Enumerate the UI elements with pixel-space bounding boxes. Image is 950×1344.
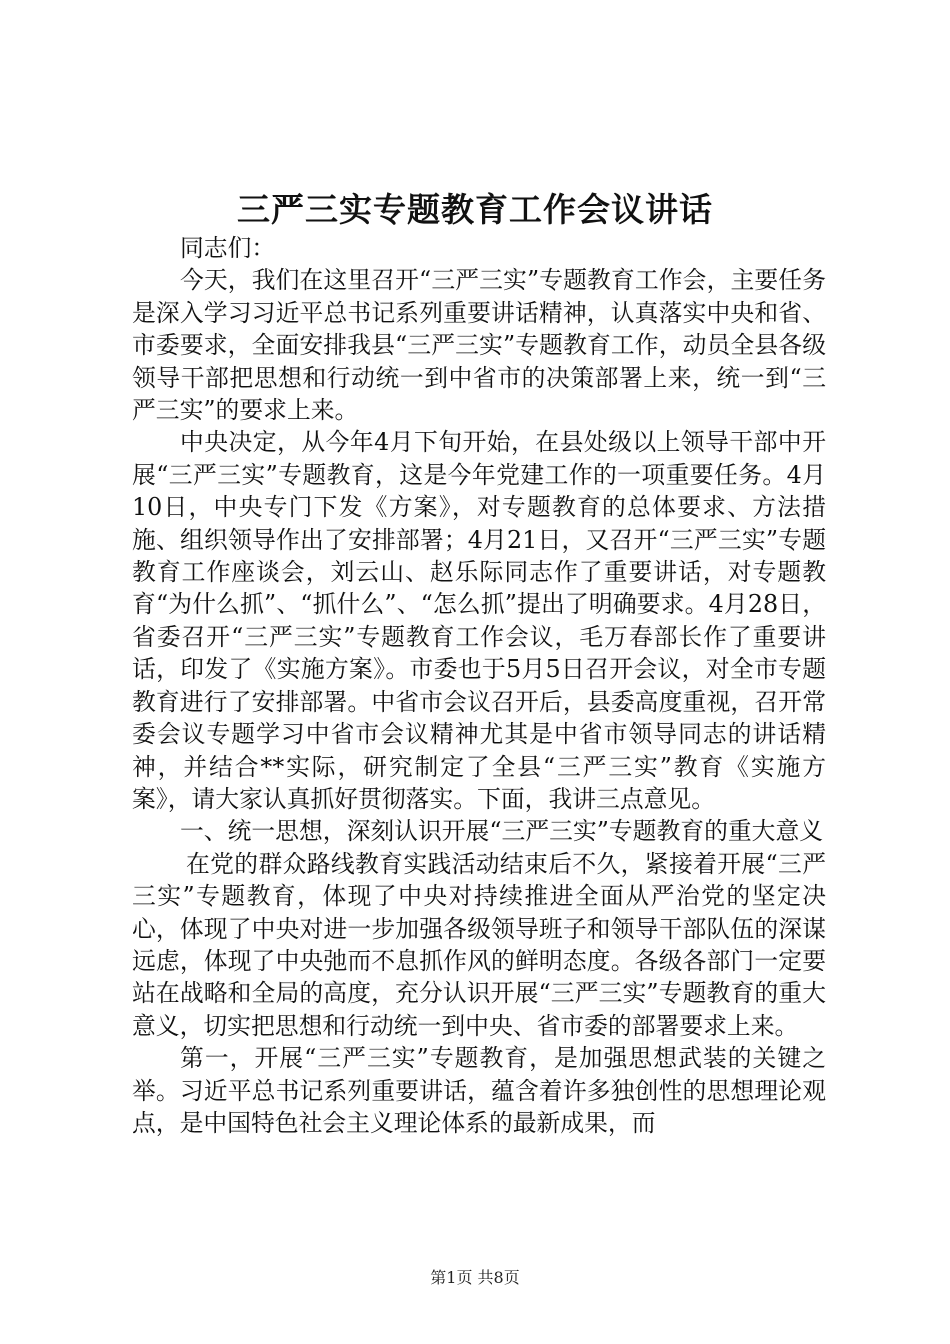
paragraph: 中央决定，从今年4月下旬开始，在县处级以上领导干部中开展“三严三实”专题教育，这是今年党建工作的一项重要任务。4月10日，中央专门下发《方案》，对专题教育的总体要求、方法措施、组织领导作出了安排部署；4月21日，又召开“三严三实”专题教育工作座谈会，刘云山、赵乐际同志作了重要讲话，对专题教育“为什么抓”、“抓什么”、“怎么抓”提出了明确要求。4月28日，省委召开“三严三实”专题教育工作会议，毛万春部长作了重要讲话，印发了《实施方案》。市委也于5月5日召开会议，对全市专题教育进行了安排部署。中省市会议召开后，县委高度重视，召开常委会议专题学习中省市会议精神尤其是中省市领导同志的讲话精神，并结合**实际，研究制定了全县“三严三实”教育《实施方案》，请大家认真抓好贯彻落实。下面，我讲三点意见。: [132, 428, 826, 813]
document-body: [132, 232, 826, 1139]
paragraph: 第一，开展“三严三实”专题教育，是加强思想武装的关键之举。习近平总书记系列重要讲话，蕴含着许多独创性的思想理论观点，是中国特色社会主义理论体系的最新成果，而: [132, 1044, 826, 1137]
section-heading: 一、统一思想，深刻认识开展“三严三实”专题教育的重大意义: [180, 817, 824, 846]
paragraph: 今天，我们在这里召开“三严三实”专题教育工作会，主要任务是深入学习习近平总书记系列重要讲话精神，认真落实中央和省、市委要求，全面安排我县“三严三实”专题教育工作，动员全县各级领导干部把思想和行动统一到中省市的决策部署上来，统一到“三严三实”的要求上来。: [132, 266, 826, 425]
paragraph: 在党的群众路线教育实践活动结束后不久，紧接着开展“三严三实”专题教育，体现了中央对持续推进全面从严治党的坚定决心，体现了中央对进一步加强各级领导班子和领导干部队伍的深谋远虑，体现了中央弛而不息抓作风的鲜明态度。各级各部门一定要站在战略和全局的高度，充分认识开展“三严三实”专题教育的重大意义，切实把思想和行动统一到中央、省市委的部署要求上来。: [132, 849, 826, 1040]
page-number: 第1页 共8页: [430, 1268, 520, 1287]
document-title: 三严三实专题教育工作会议讲话: [237, 190, 713, 229]
salutation: 同志们：: [180, 234, 276, 262]
